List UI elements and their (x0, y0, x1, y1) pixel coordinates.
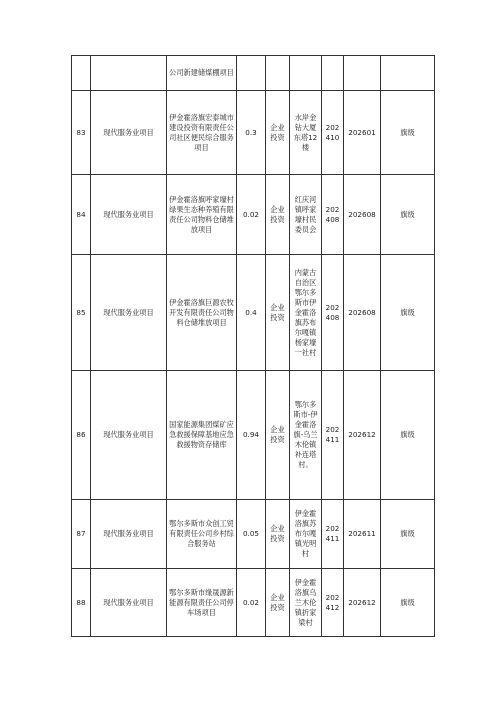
amount-cell: 0.4 (237, 255, 266, 371)
invest-type-cell (266, 56, 290, 91)
start-date-cell (322, 56, 344, 91)
amount-cell: 0.3 (237, 91, 266, 175)
table-row (72, 175, 435, 255)
start-date-cell: 202408 (322, 255, 344, 371)
start-date-cell: 202411 (322, 500, 344, 569)
invest-type-cell: 企业投资 (266, 569, 290, 637)
project-name-cell: 伊金霍洛旗宏泰城市建设投资有限责任公司社区便民综合服务项目 (167, 91, 237, 175)
location-cell: 伊金霍洛旗乌兰木伦镇折家梁村 (290, 569, 322, 637)
amount-cell: 0.02 (237, 175, 266, 255)
invest-type-cell: 企业投资 (266, 500, 290, 569)
category-cell: 现代服务业项目 (91, 175, 167, 255)
category-cell: 现代服务业项目 (91, 371, 167, 500)
table-row (72, 255, 435, 371)
end-date-cell: 202612 (344, 569, 381, 637)
end-date-cell: 202608 (344, 175, 381, 255)
invest-type-cell: 企业投资 (266, 91, 290, 175)
amount-cell (237, 56, 266, 91)
no-cell: 86 (72, 371, 91, 500)
no-cell: 87 (72, 500, 91, 569)
end-date-cell: 202601 (344, 91, 381, 175)
table-row (72, 56, 435, 91)
end-date-cell: 202608 (344, 255, 381, 371)
invest-type-cell: 企业投资 (266, 175, 290, 255)
location-cell: 红庆河镇呼家壕村民委员会 (290, 175, 322, 255)
project-name-cell: 公司新建储煤棚项目 (167, 56, 237, 91)
table-row (72, 371, 435, 500)
end-date-cell (344, 56, 381, 91)
invest-type-cell: 企业投资 (266, 255, 290, 371)
category-cell (91, 56, 167, 91)
category-cell: 现代服务业项目 (91, 91, 167, 175)
location-cell: 内蒙古自治区鄂尔多斯市伊金霍洛旗苏布尔嘎镇杨家壕一社村 (290, 255, 322, 371)
project-name-cell: 国家能源集团煤矿应急救援保障基地应急救援物资存储库 (167, 371, 237, 500)
project-name-cell: 鄂尔多斯市众创工贸有限责任公司乡村综合服务站 (167, 500, 237, 569)
table-row (72, 569, 435, 637)
level-cell: 旗级 (381, 500, 435, 569)
category-cell: 现代服务业项目 (91, 500, 167, 569)
table-row (72, 91, 435, 175)
amount-cell: 0.02 (237, 569, 266, 637)
project-table (71, 55, 435, 637)
project-name-cell: 伊金霍洛旗巨源农牧开发有限责任公司物料仓储堆放项目 (167, 255, 237, 371)
invest-type-cell: 企业投资 (266, 371, 290, 500)
location-cell: 伊金霍洛旗苏布尔嘎镇光明村 (290, 500, 322, 569)
project-name-cell: 伊金霍洛旗呼家壕村绿果生态种养殖有限责任公司物料仓储堆放项目 (167, 175, 237, 255)
category-cell: 现代服务业项目 (91, 255, 167, 371)
no-cell: 84 (72, 175, 91, 255)
amount-cell: 0.05 (237, 500, 266, 569)
level-cell: 旗级 (381, 255, 435, 371)
category-cell: 现代服务业项目 (91, 569, 167, 637)
start-date-cell: 202411 (322, 371, 344, 500)
location-cell (290, 56, 322, 91)
level-cell: 旗级 (381, 91, 435, 175)
level-cell (381, 56, 435, 91)
level-cell: 旗级 (381, 175, 435, 255)
start-date-cell: 202410 (322, 91, 344, 175)
no-cell: 88 (72, 569, 91, 637)
no-cell (72, 56, 91, 91)
location-cell: 水岸金钻大厦东塔12楼 (290, 91, 322, 175)
table-row (72, 500, 435, 569)
amount-cell: 0.94 (237, 371, 266, 500)
start-date-cell: 202412 (322, 569, 344, 637)
end-date-cell: 202611 (344, 500, 381, 569)
level-cell: 旗级 (381, 569, 435, 637)
start-date-cell: 202408 (322, 175, 344, 255)
no-cell: 85 (72, 255, 91, 371)
level-cell: 旗级 (381, 371, 435, 500)
project-name-cell: 鄂尔多斯市缘晟源新能源有限责任公司停车场项目 (167, 569, 237, 637)
no-cell: 83 (72, 91, 91, 175)
location-cell: 鄂尔多斯市-伊金霍洛旗-乌兰木伦镇补连塔村。 (290, 371, 322, 500)
end-date-cell: 202612 (344, 371, 381, 500)
